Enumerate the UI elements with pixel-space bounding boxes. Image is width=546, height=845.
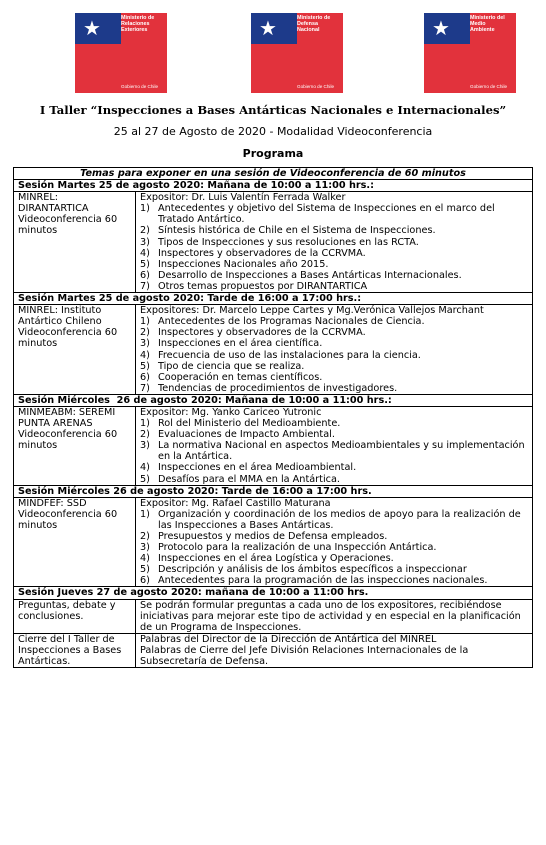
session-heading: Sesión Martes 25 de agosto 2020: Mañana de 10:00 a 11:00 hrs.: [14,180,533,192]
list-item: 5) Tipo de ciencia que se realiza. [140,360,305,372]
list-item: 5) Desafíos para el MMA en la Antártica. [140,473,341,485]
logo-footer: Gobierno de Chile [470,84,508,89]
table-row [14,305,533,395]
program-heading: Programa [242,147,304,160]
session-heading-row [14,485,533,497]
star-icon: ★ [83,16,101,40]
organizer-cell: MINMEABM: SEREMI PUNTA ARENAS Videoconferencia 60 minutos [14,406,136,485]
topic-list [140,418,528,485]
list-item: 1) Antecedentes y objetivo del Sistema de Inspecciones en el marco del Tratado Antártico. [140,203,495,226]
session-heading-row [14,587,533,599]
topic-list [140,203,528,292]
topic-list [140,316,528,394]
logo-bar [0,13,546,97]
table-row [14,406,533,485]
list-item: 3) Tipos de Inspecciones y sus resoluciones en las RCTA. [140,236,419,248]
content-cell [136,633,533,667]
star-icon: ★ [259,16,277,40]
table-banner-row [14,168,533,180]
logo-ministry-name: Ministerio de Relaciones Exteriores [121,15,155,34]
list-item: 2) Inspectores y observadores de la CCRVMA. [140,327,366,339]
list-item: 4) Inspectores y observadores de la CCRVMA. [140,247,366,259]
presenter: Expositor: Dr. Luis Valentín Ferrada Walker [140,192,346,204]
list-item: 7) Tendencias de procedimientos de investigadores. [140,382,398,394]
session-heading-row [14,180,533,192]
list-item: 1) Rol del Ministerio del Medioambiente. [140,418,341,430]
star-icon: ★ [432,16,450,40]
organizer-cell: MINREL: DIRANTARTICA Videoconferencia 60 minutos [14,192,136,293]
organizer-cell: MINREL: Instituto Antártico Chileno Videoconferencia 60 minutos [14,305,136,395]
content-cell [136,497,533,587]
table-row [14,192,533,293]
closing-line: Palabras de Cierre del Jefe División Relaciones Internacionales de la Subsecretaría de Defensa. [140,644,469,668]
presenter: Expositor: Mg. Rafael Castillo Maturana [140,497,331,509]
list-item: 1) Organización y coordinación de los medios de apoyo para la realización de las Inspecciones a Bases Antárticas. [140,508,521,531]
program-table [13,167,533,668]
list-item: 2) Evaluaciones de Impacto Ambiental. [140,429,335,441]
organizer-cell: Preguntas, debate y conclusiones. [14,599,136,633]
list-item: 4) Frecuencia de uso de las instalaciones para la ciencia. [140,349,421,361]
logo-ministry-name: Ministerio de Defensa Nacional [297,15,331,34]
list-item: 3) Protocolo para la realización de una Inspección Antártica. [140,542,437,554]
session-heading: Sesión Martes 25 de agosto 2020: Tarde de 16:00 a 17:00 hrs.: [14,293,533,305]
list-item: 5) Inspecciones Nacionales año 2015. [140,258,329,270]
logo-footer: Gobierno de Chile [121,84,159,89]
closing-line: Palabras del Director de la Dirección de Antártica del MINREL [140,633,437,645]
logo-minrel [75,13,167,93]
document-title: I Taller “Inspecciones a Bases Antárticas Nacionales e Internacionales” [39,103,507,117]
list-item: 6) Cooperación en temas científicos. [140,371,323,383]
logo-medio-ambiente [424,13,516,93]
session-heading-row [14,293,533,305]
table-row [14,599,533,633]
list-item: 2) Síntesis histórica de Chile en el Sistema de Inspecciones. [140,225,436,237]
list-item: 3) Inspecciones en el área científica. [140,338,323,350]
list-item: 3) La normativa Nacional en aspectos Medioambientales y su implementación en la Antártica. [140,440,525,463]
table-banner: Temas para exponer en una sesión de Videoconferencia de 60 minutos [14,168,533,180]
list-item: 1) Antecedentes de los Programas Nacionales de Ciencia. [140,316,425,328]
organizer-cell: Cierre del I Taller de Inspecciones a Bases Antárticas. [14,633,136,667]
list-item: 2) Presupuestos y medios de Defensa empleados. [140,531,388,542]
content-cell [136,599,533,633]
session-heading: Sesión Jueves 27 de agosto 2020: mañana de 10:00 a 11:00 hrs. [14,587,533,599]
list-item: 4) Inspecciones en el área Logística y Operaciones. [140,553,394,565]
table-row [14,633,533,667]
presenter: Expositor: Mg. Yanko Cariceo Yutronic [140,406,322,418]
list-item: 5) Descripción y análisis de los ámbitos específicos a inspeccionar [140,564,467,576]
content-cell [136,305,533,395]
document-subtitle: 25 al 27 de Agosto de 2020 - Modalidad Videoconferencia [113,125,433,138]
session-heading: Sesión Miércoles 26 de agosto 2020: Mañana de 10:00 a 11:00 hrs.: [14,394,533,406]
list-item: 6) Antecedentes para la programación de las inspecciones nacionales. [140,575,488,587]
logo-ministry-name: Ministerio del Medio Ambiente [470,15,505,34]
topic-list [140,509,528,587]
logo-defensa [251,13,343,93]
content-cell [136,406,533,485]
session-heading: Sesión Miércoles 26 de agosto 2020: Tarde de 16:00 a 17:00 hrs. [14,485,533,497]
session-note: Se podrán formular preguntas a cada uno de los expositores, recibiéndose iniciativas para mejorar este tipo de actividad y en especial en la planificación de un Programa de Inspecciones. [140,599,521,633]
list-item: 7) Otros temas propuestos por DIRANTARTICA [140,280,368,292]
presenter: Expositores: Dr. Marcelo Leppe Cartes y Mg.Verónica Vallejos Marchant [140,305,484,317]
table-row [14,497,533,587]
list-item: 4) Inspecciones en el área Medioambiental. [140,462,357,474]
session-heading-row [14,394,533,406]
list-item: 6) Desarrollo de Inspecciones a Bases Antárticas Internacionales. [140,269,462,281]
content-cell [136,192,533,293]
logo-footer: Gobierno de Chile [297,84,335,89]
organizer-cell: MINDFEF: SSD Videoconferencia 60 minutos [14,497,136,587]
